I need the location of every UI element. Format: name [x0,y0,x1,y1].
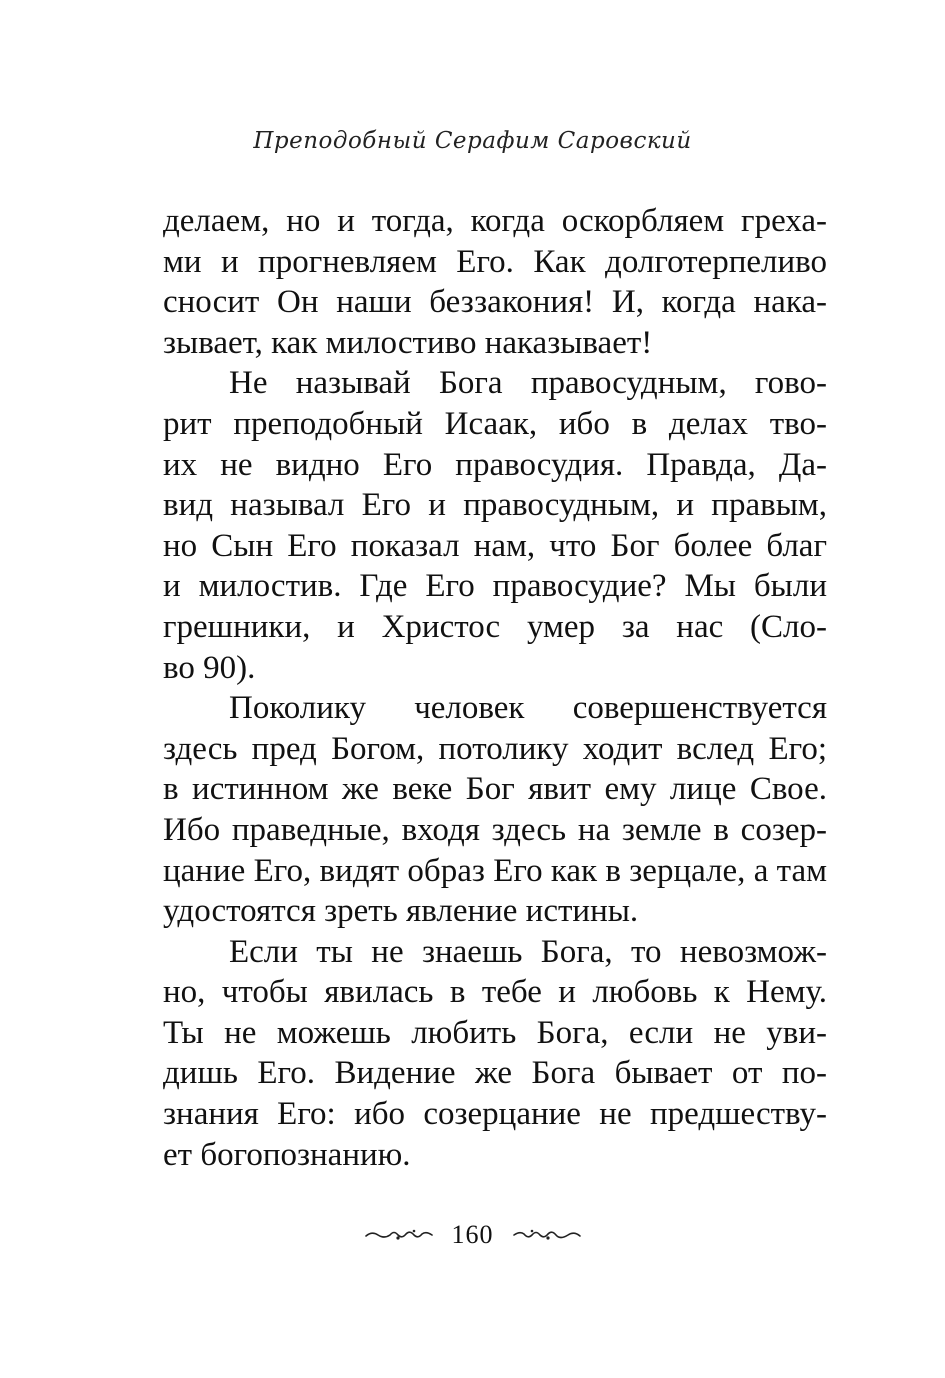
body-line: Ибо праведные, входя здесь на земле в созер- [163,811,827,848]
body-line: удостоятся зреть явление истины. [163,893,639,930]
body-line: во 90). [163,649,256,686]
body-line: Если ты не знаешь Бога, то невозмож- [229,933,827,970]
body-line: зывает, как милостиво наказывает! [163,324,653,361]
body-line: но Сын Его показал нам, что Бог более благ [163,527,827,564]
body-line: делаем, но и тогда, когда оскорбляем греха- [163,203,827,239]
page-body [163,201,827,1175]
body-line: Ты не можешь любить Бога, если не уви- [163,1014,827,1051]
body-line: ми и прогневляем Его. Как долготерпеливо [163,243,827,280]
page-number: 160 [451,1220,494,1249]
body-line: цание Его, видят образ Его как в зерцале, а там [163,852,827,889]
body-line: сносит Он наши беззакония! И, когда нака- [163,284,827,321]
body-line: вид называл Его и правосудным, и правым, [163,487,827,524]
body-line: дишь Его. Видение же Бога бывает от по- [163,1055,827,1092]
body-line: грешники, и Христос умер за нас (Сло- [163,608,827,645]
body-line: но, чтобы явилась в тебе и любовь к Нему. [163,974,827,1011]
body-line: их не видно Его правосудия. Правда, Да- [163,446,827,483]
body-line: ет богопознанию. [163,1136,411,1173]
body-line: в истинном же веке Бог явит ему лице Свое. [163,771,827,808]
right-flourish-ornament-icon [512,1225,582,1245]
page-footer [0,1215,945,1255]
left-flourish-ornament-icon [364,1225,434,1245]
body-line: Не называй Бога правосудным, гово- [229,365,827,402]
body-line: рит преподобный Исаак, ибо в делах тво- [163,405,827,442]
running-title: Преподобный Серафим Саровский [253,128,692,154]
body-line: Поколику человек совершенствуется [229,690,827,727]
body-line: знания Его: ибо созерцание не предшеству- [163,1096,827,1133]
body-line: здесь пред Богом, потолику ходит вслед Его; [163,730,827,767]
body-line: и милостив. Где Его правосудие? Мы были [163,568,827,605]
